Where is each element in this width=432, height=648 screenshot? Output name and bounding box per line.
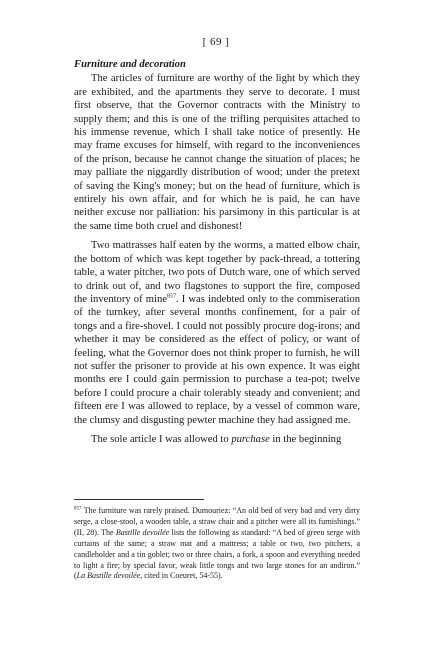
paragraph-2	[74, 239, 360, 427]
footnote-divider	[74, 499, 204, 500]
footnote-title-1: Bastille devoilée	[115, 527, 170, 537]
footnote	[74, 506, 360, 582]
paragraph-2-text-b: . I was indebted only to the commiseration of the turnkey, after several months confinement, for a pair of tongs and a fire-shovel. I could not possibly procure dog-irons; and whether it may be considered as the effect of policy, or want of feeling, what the Governor does not think proper to furnish, he will not suffer the prisoner to provide at his own expence. It was eight months ere I could gain permission to purchase a tea-pot; twelve before I could procure a chair tolerably steady and convenient; and fifteen ere I was allowed to replace, by a vessel of common ware, the clumsy and disgusting pewter machine they had assigned me.	[74, 293, 360, 426]
paragraph-3-text-b: in the beginning	[269, 433, 342, 445]
footnote-text-2: lists the following as standard: “A bed of green serge with curtains of the same; a straw mat and a mattress; a table or two, two pitchers, a candleholder and a tin goblet; two or three chairs, a fork, a spoon and everything needed to light a fire; by special favor, weak little tongs and two large stones for an andiron.” (	[74, 527, 361, 581]
footnote-reference[interactable]: 857	[166, 293, 176, 300]
footnote-number: 857	[74, 506, 82, 512]
paragraph-3-text-a: The sole article I was allowed to	[91, 433, 232, 445]
footnote-text-3: , cited in Coeuret, 54-55).	[140, 571, 223, 581]
paragraph-3	[74, 433, 360, 446]
paragraph-3-emphasis: purchase	[231, 433, 270, 445]
body-text	[74, 58, 360, 446]
footnote-title-2: La Bastille devoilée	[76, 571, 141, 581]
section-title: Furniture and decoration	[74, 59, 186, 70]
footnote-text-1: The furniture was rarely praised. Dumouriez: “An old bed of very bad and very dirty serge, a close-stool, a wooden table, a straw chair and a pitcher were all its furnishings.” (II, 28). The	[74, 506, 360, 537]
paragraph-1: The articles of furniture are worthy of the light by which they are exhibited, and the apartments they serve to decorate. I must first observe, that the Governor contracts with the Ministry to supply them; and this is one of the trifling perquisites attached to his immense revenue, which I shall take notice of presently. He may frame excuses for himself, with regard to the inconveniences of the prison, because he cannot change the situation of places; he may palliate the niggardly distribution of wood; under the pretext of saving the King's money; but on the head of furniture, which is entirely his own affair, and for which he is paid, he can have neither excuse nor palliation: his parsimony in this particular is at the same time both cruel and dishonest!	[74, 73, 360, 232]
page-number: [ 69 ]	[202, 36, 230, 48]
paragraph-2-text-a: Two mattrasses half eaten by the worms, a matted elbow chair, the bottom of which was kept together by pack-thread, a tottering table, a water pitcher, two pots of Dutch ware, one of which served to drink out of, and two flagstones to support the fire, composed the inventory of mine	[74, 240, 360, 305]
